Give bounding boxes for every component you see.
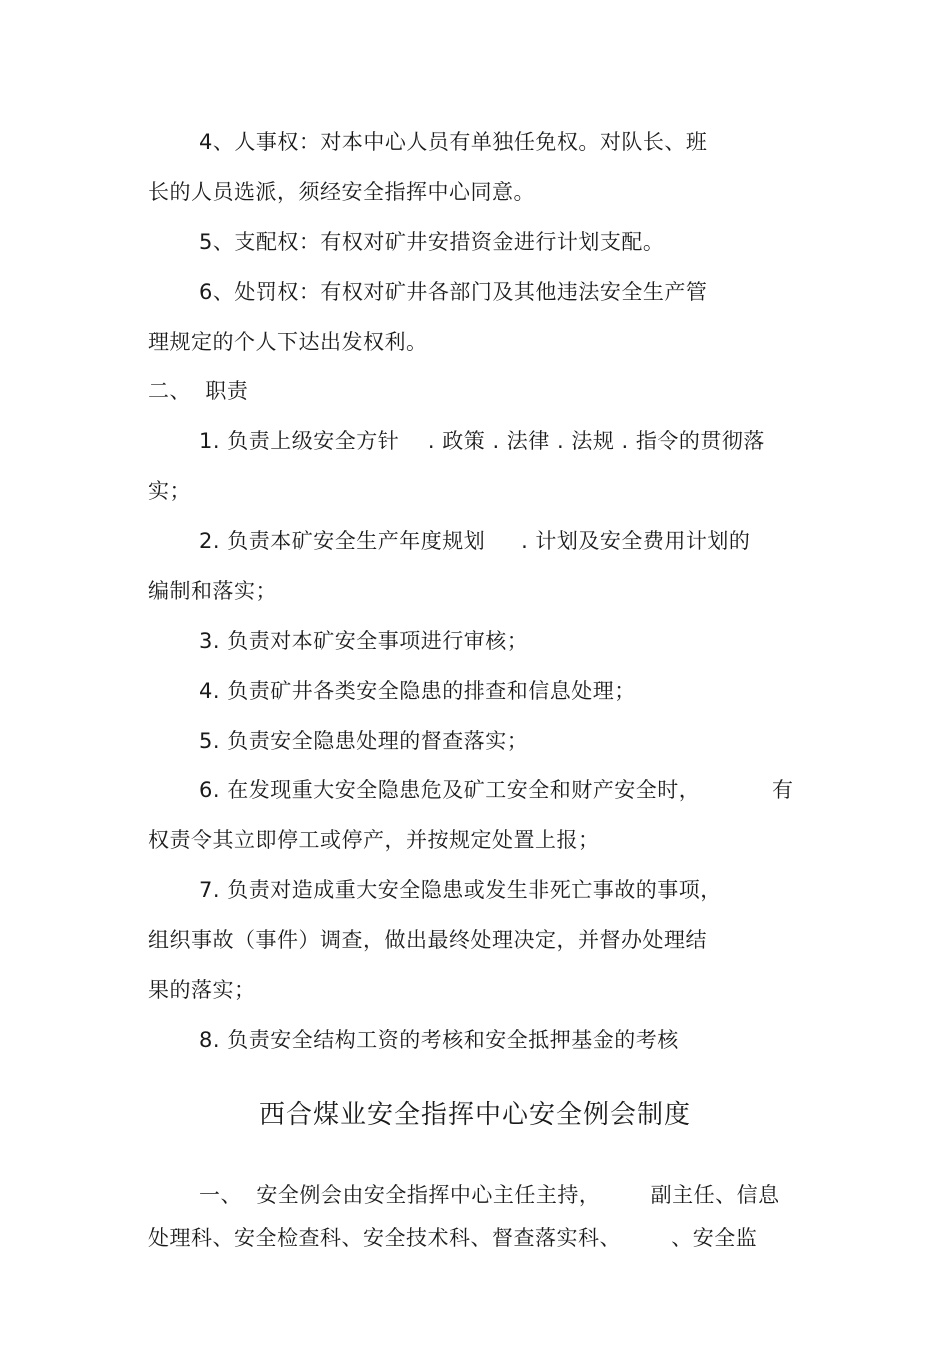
section-title: 西合煤业安全指挥中心安全例会制度	[258, 1100, 691, 1130]
duty-item-5: 5. 负责安全隐患处理的督查落实；	[199, 729, 529, 753]
paragraph-line: 编制和落实；	[148, 579, 277, 603]
paragraph-line: 果的落实；	[148, 978, 256, 1002]
paragraph-line: 理规定的个人下达出发权利。	[148, 330, 428, 354]
duty-item-7: 7. 负责对造成重大安全隐患或发生非死亡事故的事项，	[199, 878, 722, 902]
duty-item-2: 2. 负责本矿安全生产年度规划 . 计划及安全费用计划的	[199, 529, 751, 553]
duty-item-1: 1. 负责上级安全方针 . 政策 . 法律 . 法规 . 指令的贯彻落	[199, 429, 765, 453]
paragraph-personnel-rights: 4、人事权：对本中心人员有单独任免权。对队长、班	[199, 130, 708, 154]
duty-item-4: 4. 负责矿井各类安全隐患的排查和信息处理；	[199, 679, 636, 703]
paragraph-line: 处理科、安全检查科、安全技术科、督查落实科、 、安全监	[148, 1226, 758, 1250]
meeting-rule-1: 一、 安全例会由安全指挥中心主任主持， 副主任、信息	[199, 1183, 780, 1207]
paragraph-line: 权责令其立即停工或停产，并按规定处置上报；	[148, 828, 600, 852]
paragraph-line: 长的人员选派，须经安全指挥中心同意。	[148, 180, 535, 204]
duty-item-8: 8. 负责安全结构工资的考核和安全抵押基金的考核	[199, 1028, 679, 1052]
section-heading-duties: 二、 职责	[148, 379, 249, 403]
paragraph-line: 组织事故（事件）调查，做出最终处理决定，并督办处理结	[148, 928, 707, 952]
paragraph-line: 实；	[148, 479, 191, 503]
duty-item-3: 3. 负责对本矿安全事项进行审核；	[199, 629, 529, 653]
paragraph-penalty-rights: 6、处罚权：有权对矿井各部门及其他违法安全生产管	[199, 280, 708, 304]
duty-item-6: 6. 在发现重大安全隐患危及矿工安全和财产安全时， 有	[199, 778, 794, 802]
paragraph-allocation-rights: 5、支配权：有权对矿井安措资金进行计划支配。	[199, 230, 665, 254]
